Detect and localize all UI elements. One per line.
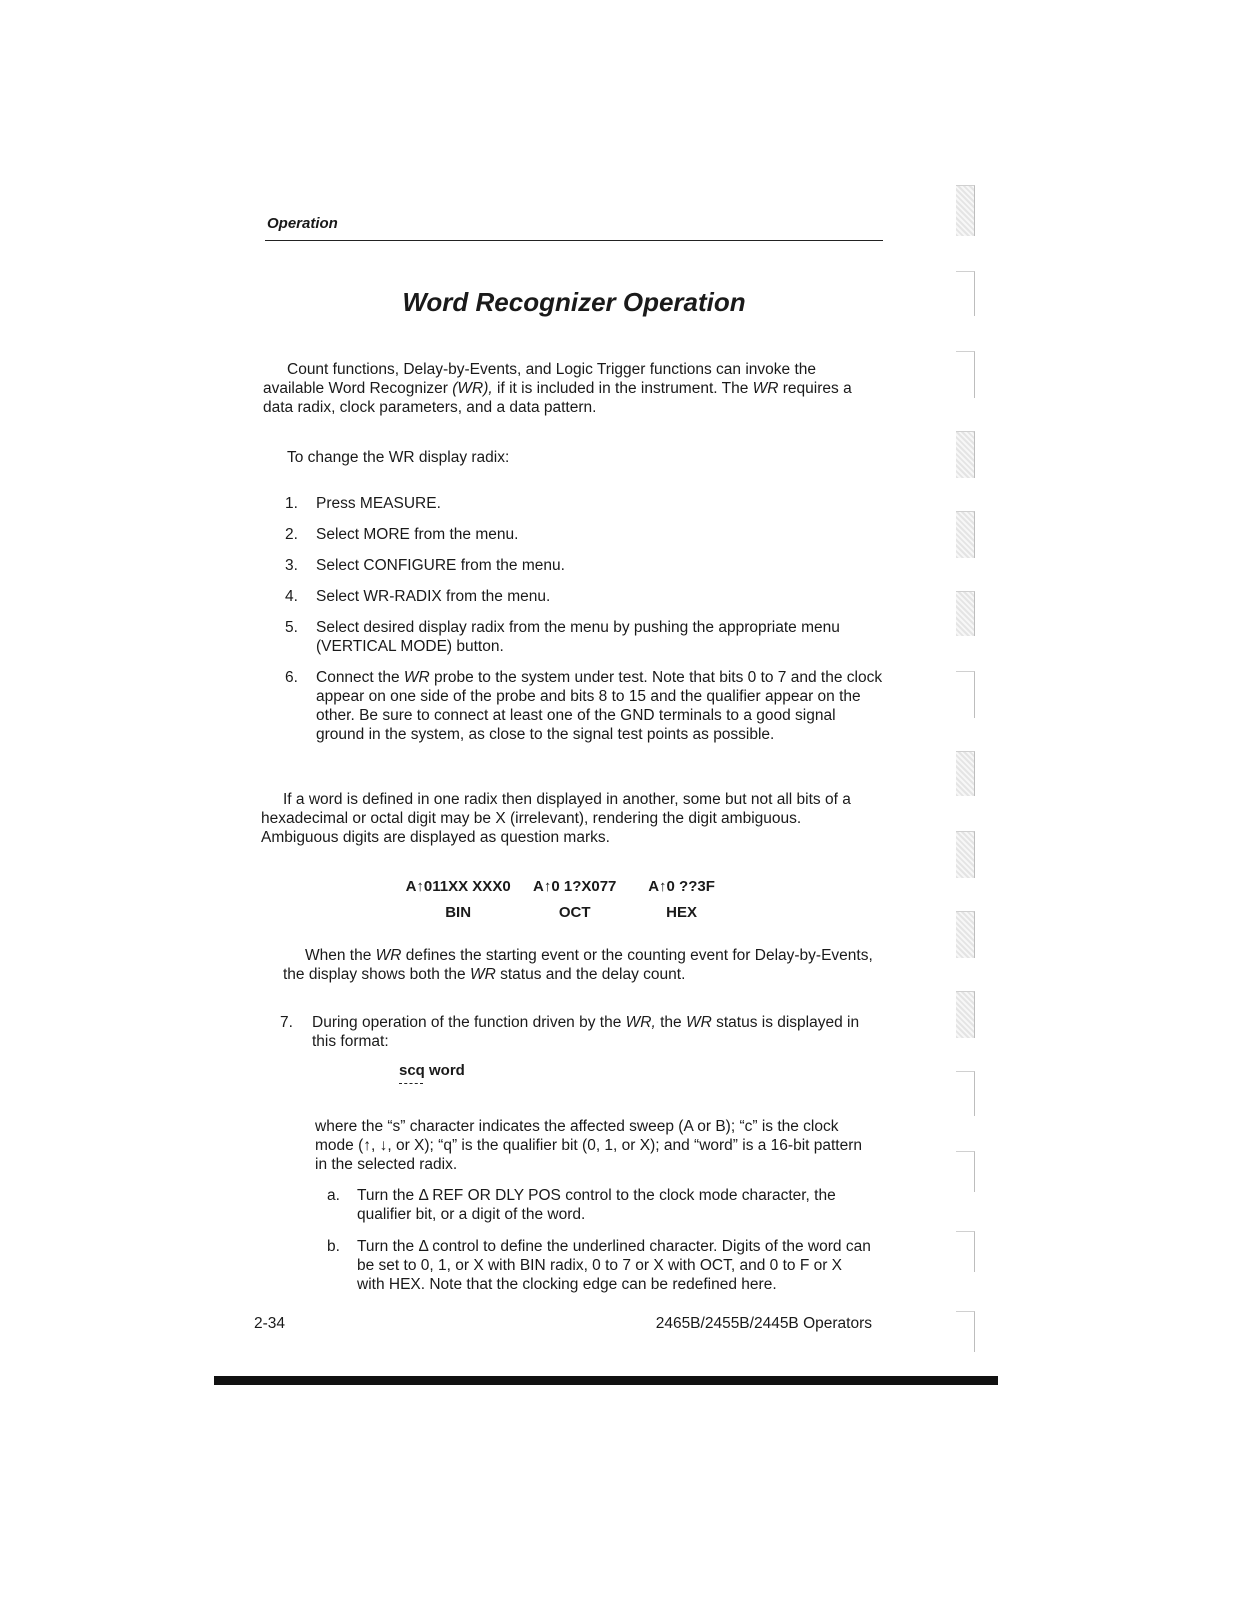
format-underline (399, 1083, 423, 1084)
list-item: 1. Press MEASURE. (285, 495, 441, 512)
index-tab (956, 1071, 975, 1116)
substep-a: a. Turn the Δ REF OR DLY POS control to the clock mode character, the qualifier bit, or a digit of the word. (327, 1187, 836, 1223)
bin-label: BIN (445, 904, 472, 921)
index-tab (956, 1311, 975, 1352)
index-tab (956, 511, 975, 558)
index-tab (956, 271, 975, 316)
substep-b: b. Turn the Δ control to define the underlined character. Digits of the word can be set to 0, 1, or X with BIN radix, 0 to 7 or X with OCT, and 0 to F or X with HEX. Note that the clocking edge can be redefined here. (327, 1238, 871, 1293)
header-rule (265, 240, 883, 241)
bin-example: A↑011XX XXX0 (405, 878, 511, 895)
index-tab (956, 1231, 975, 1272)
list-item: 6. Connect the WR probe to the system under test. Note that bits 0 to 7 and the clock appear on one side of the probe and bits 8 to 15 and the qualifier appear on the other. Be sure to connect at least one of the GND terminals to a good signal ground in the system, as close to the signal test points as possible. (285, 669, 883, 743)
bottom-bar (214, 1376, 998, 1385)
list-item: 3. Select CONFIGURE from the menu. (285, 557, 565, 574)
index-tab (956, 591, 975, 636)
radix-example-table (395, 877, 735, 929)
format-explanation: where the “s” character indicates the affected sweep (A or B); “c” is the clock mode (↑, ↓, or X); “q” is the qualifier bit (0, 1, or X); and “word” is a 16-bit pattern in the selected radix. (315, 1118, 863, 1173)
index-tab (956, 751, 975, 796)
oct-example: A↑0 1?X077 (533, 878, 617, 895)
index-tab (956, 1151, 975, 1192)
intro-paragraph: Count functions, Delay-by-Events, and Logic Trigger functions can invoke the available Word Recognizer (WR), if it is included in the instrument. The WR requires a data radix, clock parameters, and a data pattern. (263, 361, 852, 416)
index-tab (956, 831, 975, 878)
list-item: 4. Select WR-RADIX from the menu. (285, 588, 551, 605)
oct-label: OCT (558, 904, 591, 921)
delay-note: When the WR defines the starting event or the counting event for Delay-by-Events, the display shows both the WR status and the delay count. (283, 947, 873, 983)
list-item: 2. Select MORE from the menu. (285, 526, 519, 543)
hex-label: HEX (666, 904, 697, 921)
step-7: 7. During operation of the function driven by the WR, the WR status is displayed in this format: (280, 1014, 860, 1050)
hex-example: A↑0 ??3F (648, 878, 715, 895)
index-tab (956, 431, 975, 478)
index-tabs (952, 185, 978, 1365)
index-tab (956, 185, 975, 236)
index-tab (956, 671, 975, 718)
page-title: Word Recognizer Operation (402, 287, 746, 317)
index-tab (956, 991, 975, 1038)
section-header: Operation (267, 215, 338, 232)
status-format: scq word (399, 1062, 465, 1079)
radix-steps-list (285, 494, 885, 756)
index-tab (956, 351, 975, 398)
radix-note: If a word is defined in one radix then displayed in another, some but not all bits of a hexadecimal or octal digit may be X (irrelevant), rendering the digit ambiguous. Ambiguous digits are displayed as question marks. (261, 791, 851, 846)
list-item: 5. Select desired display radix from the menu by pushing the appropriate menu (VERTICAL MODE) button. (285, 619, 840, 655)
radix-instruction: To change the WR display radix: (287, 449, 510, 466)
page-number: 2-34 (254, 1315, 286, 1332)
index-tab (956, 911, 975, 958)
manual-title: 2465B/2455B/2445B Operators (655, 1315, 872, 1332)
